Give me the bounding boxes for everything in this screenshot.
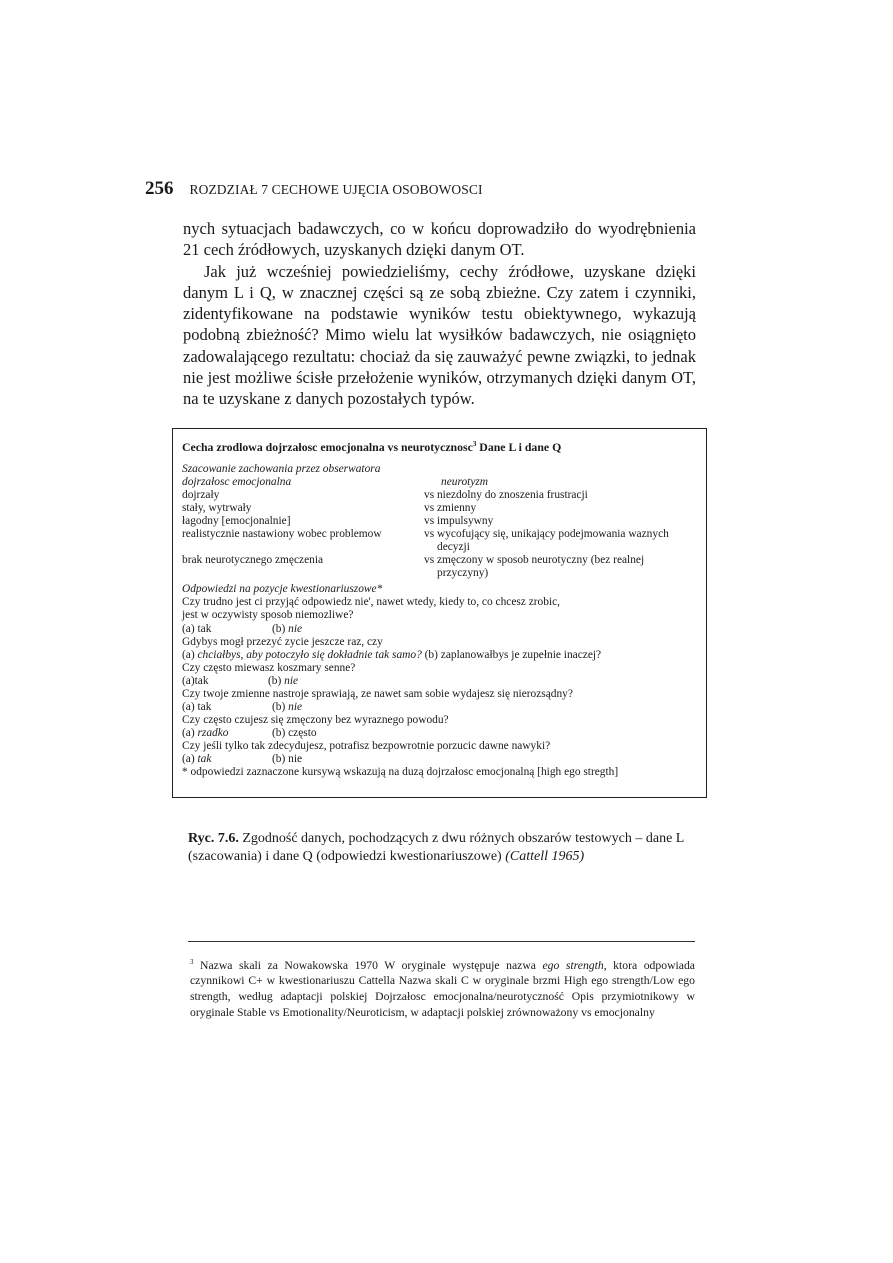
- rating-left: dojrzały: [182, 489, 220, 502]
- rating-pair: [182, 489, 698, 502]
- answer-row: [182, 701, 698, 714]
- footnote-divider: [188, 941, 695, 942]
- answer-b-text: nie: [284, 674, 299, 687]
- footnote-text: , ktora odpowiada czynnikowi C+ w kwestionariuszu Cattella Nazwa skali C w oryginale brzmi High ego strength/Low ego strength, według adaptacji polskiej Dojrzałosc emocjonalna/neurotyczność Opis przymiotnikowy w oryginale Stable vs Emotionality/Neuroticism, w adaptacji polskiej zrównoważony vs emocjonalny: [190, 958, 695, 1019]
- rating-pair: [182, 502, 698, 515]
- answer-a-text: rzadko: [197, 726, 229, 739]
- rating-pair: [182, 554, 698, 580]
- rating-right: vs zmienny: [424, 502, 477, 515]
- footnote-marker: 3: [190, 958, 194, 966]
- box-footnote: * odpowiedzi zaznaczone kursywą wskazują na duzą dojrzałosc emocjonalną [high ego stregth]: [182, 766, 619, 779]
- figure-caption: [188, 830, 703, 866]
- paragraph: nych sytuacjach badawczych, co w końcu doprowadziło do wyodrębnienia 21 cech źródłowych, uzyskanych dzięki danym OT.: [183, 219, 696, 260]
- answer-a-prefix: (a): [182, 753, 198, 765]
- answer-row: [182, 727, 698, 740]
- caption-text: Zgodność danych, pochodzących z dwu różnych obszarów testowych – dane L (szacowania) i dane Q (odpowiedzi kwestionariuszowe): [188, 831, 684, 864]
- answer-b-prefix: (b): [272, 700, 289, 713]
- rating-right: vs niezdolny do znoszenia frustracji: [424, 489, 588, 502]
- body-text: [183, 218, 696, 410]
- answer-row: [182, 649, 698, 662]
- answer-b: [272, 623, 302, 636]
- answer-b-prefix: (b): [272, 622, 289, 635]
- running-head: ROZDZIAŁ 7 CECHOWE UJĘCIA OSOBOWOSCI: [189, 182, 483, 197]
- question-text: Czy często miewasz koszmary senne?: [182, 661, 356, 674]
- answer-row: [182, 675, 698, 688]
- question-text: Czy jeśli tylko tak zdecydujesz, potrafisz bezpowrotnie porzucic dawne nawyki?: [182, 739, 551, 752]
- rating-pair: [182, 528, 698, 554]
- question-text: Czy twoje zmienne nastroje sprawiają, ze nawet sam sobie wydajesz się nierozsądny?: [182, 687, 573, 700]
- rating-left: brak neurotycznego zmęczenia: [182, 554, 324, 567]
- page-header: [145, 178, 483, 200]
- answer-b-text: nie: [288, 622, 303, 635]
- answer-a: (a) tak: [182, 622, 212, 635]
- question-text: Gdybys mogł przezyć zycie jeszcze raz, czy: [182, 635, 383, 648]
- question-text: jest w oczywisty sposob niemozliwe?: [182, 609, 354, 622]
- question-text: Czy często czujesz się zmęczony bez wyraznego powodu?: [182, 713, 449, 726]
- answer-a: [182, 727, 272, 740]
- answer-b-prefix: (b): [268, 674, 285, 687]
- question-text: Czy trudno jest ci przyjąć odpowiedz nie', nawet wtedy, kiedy to, co chcesz zrobic,: [182, 596, 561, 609]
- page-number: 256: [145, 178, 174, 199]
- answer-a-prefix: (a): [182, 648, 198, 661]
- left-column-header: dojrzałosc emocjonalna: [182, 476, 292, 489]
- answer-row: [182, 753, 698, 766]
- answer-a: [182, 753, 272, 766]
- footnote-marker: 3: [472, 440, 477, 448]
- rating-right: vs wycofujący się, unikający podejmowania waznych decyzji: [424, 528, 669, 554]
- rating-left: łagodny [emocjonalnie]: [182, 515, 291, 528]
- ratings-column-headers: [182, 476, 698, 489]
- box-title-rest: Dane L i dane Q: [476, 439, 562, 454]
- footnote-text: Nazwa skali za Nowakowska 1970 W oryginale występuje nazwa: [193, 958, 543, 972]
- rating-right: vs zmęczony w sposob neurotyczny (bez realnej przyczyny): [424, 554, 645, 580]
- answer-b: [268, 675, 298, 688]
- answer-b-text: nie: [288, 700, 303, 713]
- figure-box: [172, 428, 707, 798]
- answer-a: (a)tak: [182, 674, 209, 687]
- questions-heading: Odpowiedzi na pozycje kwestionariuszowe*: [182, 583, 383, 596]
- answer-b: (b) często: [272, 726, 317, 739]
- answer-row: [182, 623, 698, 636]
- answer-a-text: chciałbys, aby potoczyło się dokładnie tak samo?: [197, 648, 422, 661]
- footnote-term: ego strength: [542, 958, 604, 972]
- box-title: [182, 438, 698, 454]
- answer-b: (b) nie: [272, 753, 303, 765]
- box-title-main: Cecha zrodlowa dojrzałosc emocjonalna vs neurotycznosc: [182, 439, 473, 454]
- paragraph: Jak już wcześniej powiedzieliśmy, cechy źródłowe, uzyskane dzięki danym L i Q, w znacznej części są ze sobą zbieżne. Czy zatem i czynniki, zidentyfikowane na podstawie wyników testu obiektywnego, wykazują podobną zbieżność? Mimo wielu lat wysiłków badawczych, nie osiągnięto zadowalającego rezultatu: chociaż da się zauważyć pewne związki, to jednak nie jest możliwe ścisłe przełożenie wyników, otrzymanych dzięki danym OT, na te uzyskane z danych pozostałych typów.: [183, 261, 696, 409]
- ratings-heading: Szacowanie zachowania przez obserwatora: [182, 462, 381, 475]
- answer-b: [272, 701, 302, 714]
- caption-label: Ryc. 7.6.: [188, 831, 239, 846]
- answer-b: (b) zaplanowałbys je zupełnie inaczej?: [421, 648, 602, 661]
- caption-citation: (Cattell 1965): [505, 848, 585, 864]
- answer-a-prefix: (a): [182, 726, 198, 739]
- rating-right: vs impulsywny: [424, 515, 494, 528]
- rating-pair: [182, 515, 698, 528]
- answer-a: (a) tak: [182, 700, 212, 713]
- page-footnote: [190, 955, 695, 1020]
- rating-left: stały, wytrwały: [182, 502, 252, 515]
- right-column-header: neurotyzm: [441, 476, 489, 489]
- answer-a-text: tak: [197, 753, 212, 765]
- rating-left: realistycznie nastawiony wobec problemow: [182, 528, 382, 541]
